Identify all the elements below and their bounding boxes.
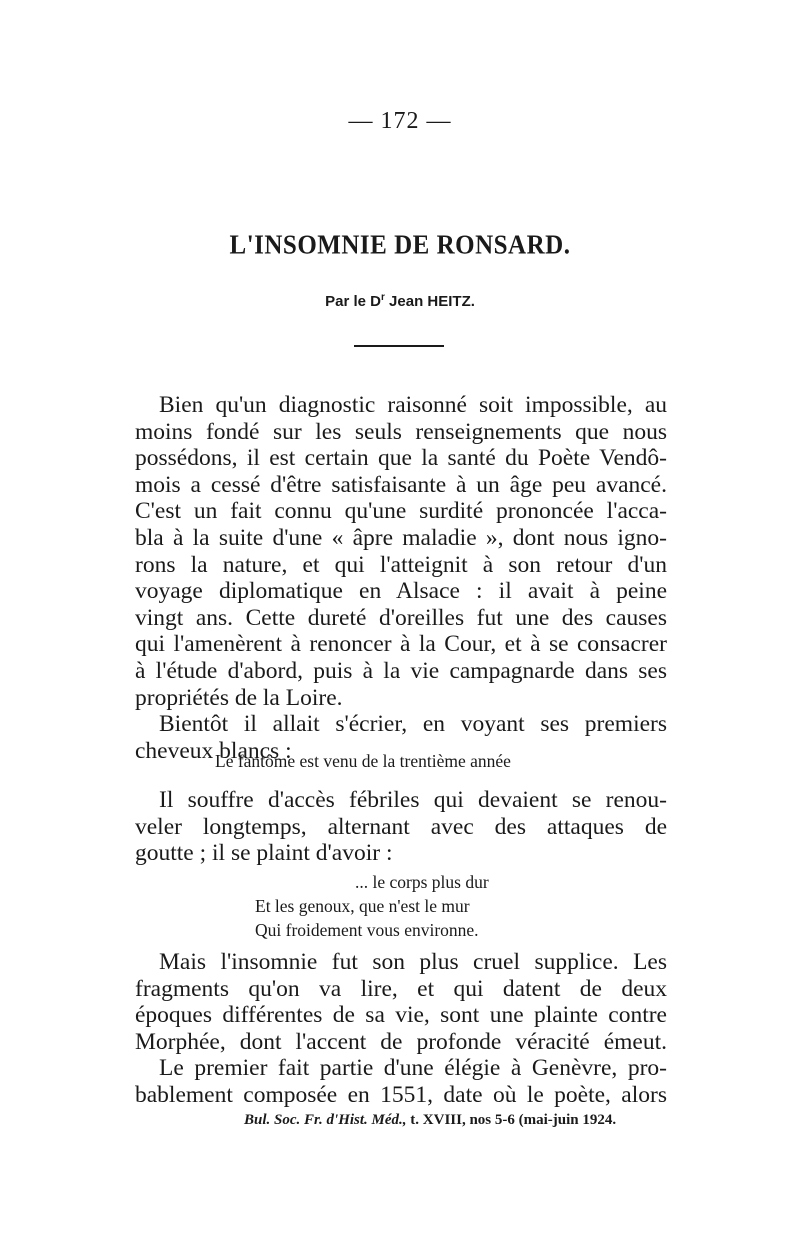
text-line: bablement composée en 1551, date où le poète, alors: [135, 1081, 667, 1108]
text-line: veler longtemps, alternant avec des attaques de: [135, 813, 667, 840]
text-line: qui l'amenèrent à renoncer à la Cour, et à se consacrer: [135, 631, 667, 658]
verse-quote-2-line-2: Et les genoux, que n'est le mur: [255, 896, 470, 916]
footer-journal: Bul. Soc. Fr. d'Hist. Méd.,: [244, 1112, 407, 1128]
byline-prefix: Par le D: [325, 293, 381, 310]
text-line: époques différentes de sa vie, sont une plainte contre: [135, 1002, 667, 1029]
paragraph-4: [135, 949, 667, 1109]
text-line: bla à la suite d'une « âpre maladie », dont nous igno-: [135, 524, 667, 551]
article-byline: [0, 292, 800, 310]
page-number: — 172 —: [348, 108, 452, 134]
text-line: goutte ; il se plaint d'avoir :: [135, 840, 393, 867]
byline-author: Jean HEITZ.: [384, 293, 475, 310]
text-line: Morphée, dont l'accent de profonde véracité émeut.: [135, 1028, 667, 1055]
paragraph-1: [135, 392, 667, 711]
text-line: rons la nature, et qui l'atteignit à son retour d'un: [135, 551, 667, 578]
text-line: moins fondé sur les seuls renseignements que nous: [135, 418, 667, 445]
text-line: propriétés de la Loire.: [135, 684, 343, 711]
text-line: possédons, il est certain que la santé du Poète Vendô-: [135, 445, 667, 472]
text-line: voyage diplomatique en Alsace : il avait à peine: [135, 578, 667, 605]
paragraph-3: [135, 787, 667, 867]
citation-footer: [244, 1112, 664, 1129]
text-line: vingt ans. Cette dureté d'oreilles fut une des causes: [135, 604, 667, 631]
text-line: Il souffre d'accès fébriles qui devaient se renou-: [159, 787, 667, 813]
text-line: Bientôt il allait s'écrier, en voyant ses premiers: [159, 711, 667, 737]
text-line: mois a cessé d'être satisfaisante à un âge peu avancé.: [135, 471, 667, 498]
text-line: Mais l'insomnie fut son plus cruel supplice. Les: [159, 949, 667, 975]
text-line: fragments qu'on va lire, et qui datent de deux: [135, 975, 667, 1002]
byline-sup: r: [380, 292, 385, 303]
title-divider: [354, 345, 444, 347]
text-line: à l'étude d'abord, puis à la vie campagnarde dans ses: [135, 657, 667, 684]
verse-quote-2-line-1: ... le corps plus dur: [355, 872, 489, 892]
verse-quote-2-line-3: Qui froidement vous environne.: [255, 920, 479, 940]
verse-quote-1: Le fantôme est venu de la trentième année: [215, 751, 511, 771]
text-line: cheveux blancs :: [135, 737, 292, 764]
footer-details: t. XVIII, nos 5-6 (mai-juin 1924.: [406, 1112, 617, 1128]
text-line: C'est un fait connu qu'une surdité prononcée l'acca-: [135, 498, 667, 525]
text-line: Bien qu'un diagnostic raisonné soit impossible, au: [159, 392, 667, 418]
article-title: L'INSOMNIE DE RONSARD.: [229, 230, 571, 261]
text-line: Le premier fait partie d'une élégie à Genèvre, pro-: [159, 1055, 667, 1082]
